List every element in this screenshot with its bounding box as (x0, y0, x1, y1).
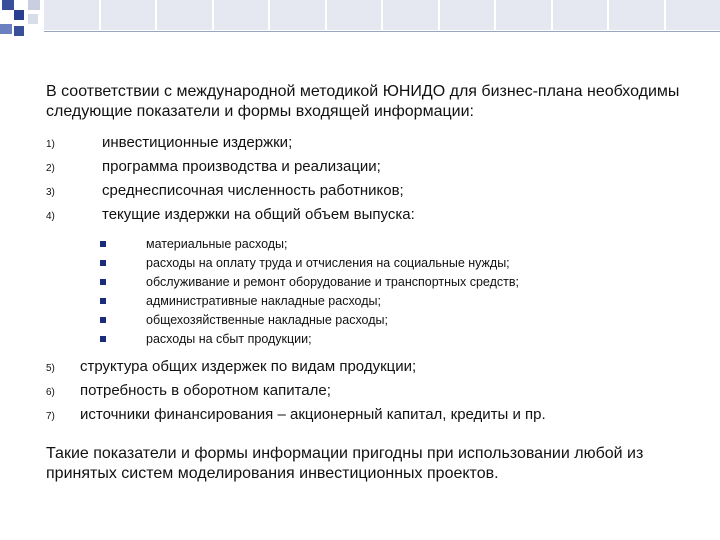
top-decor-bar (44, 0, 720, 30)
intro-paragraph: В соответствии с международной методикой ЮНИДО для бизнес-плана необходимы следующие показатели и формы входящей информации: (46, 83, 680, 120)
square-bullet-icon (100, 260, 106, 266)
item-number: 6) (46, 387, 55, 398)
slide-content (46, 82, 686, 500)
square-bullet-icon (100, 298, 106, 304)
sub-bullet-list (100, 234, 686, 348)
item-text: среднесписочная численность работников; (102, 182, 404, 199)
square-bullet-icon (100, 241, 106, 247)
bullet-item (100, 253, 686, 272)
numbered-list-top (46, 134, 686, 230)
item-text: источники финансирования – акционерный капитал, кредиты и пр. (80, 406, 546, 423)
bullet-text: общехозяйственные накладные расходы; (146, 312, 388, 327)
bullet-item (100, 272, 686, 291)
list-item (46, 382, 686, 406)
bullet-text: материальные расходы; (146, 236, 288, 251)
item-text: структура общих издержек по видам продукции; (80, 358, 417, 375)
decor-square (14, 10, 24, 20)
item-text: программа производства и реализации; (102, 158, 381, 175)
list-item (46, 406, 686, 430)
item-text: инвестиционные издержки; (102, 134, 293, 151)
bullet-item (100, 291, 686, 310)
numbered-list-bottom (46, 358, 686, 430)
bullet-item (100, 234, 686, 253)
decor-square (14, 26, 24, 36)
list-item (46, 206, 686, 230)
item-text: текущие издержки на общий объем выпуска: (102, 206, 415, 223)
top-divider (44, 31, 720, 32)
decor-square (28, 14, 38, 24)
square-bullet-icon (100, 336, 106, 342)
decor-square (2, 0, 14, 10)
list-item (46, 358, 686, 382)
decor-square (28, 0, 40, 10)
decor-square (0, 24, 12, 34)
item-number: 3) (46, 187, 55, 198)
list-item (46, 182, 686, 206)
item-number: 4) (46, 211, 55, 222)
conclusion-paragraph: Такие показатели и формы информации пригодны при использовании любой из принятых систем моделирования инвестиционных проектов. (46, 445, 644, 482)
list-item (46, 158, 686, 182)
square-bullet-icon (100, 317, 106, 323)
bullet-text: расходы на оплату труда и отчисления на социальные нужды; (146, 255, 510, 270)
item-number: 7) (46, 411, 55, 422)
bullet-item (100, 310, 686, 329)
item-text: потребность в оборотном капитале; (80, 382, 331, 399)
bullet-text: обслуживание и ремонт оборудование и транспортных средств; (146, 274, 519, 289)
bullet-text: расходы на сбыт продукции; (146, 331, 312, 346)
bullet-text: административные накладные расходы; (146, 293, 381, 308)
item-number: 2) (46, 163, 55, 174)
item-number: 5) (46, 363, 55, 374)
bullet-item (100, 329, 686, 348)
list-item (46, 134, 686, 158)
square-bullet-icon (100, 279, 106, 285)
item-number: 1) (46, 139, 55, 150)
